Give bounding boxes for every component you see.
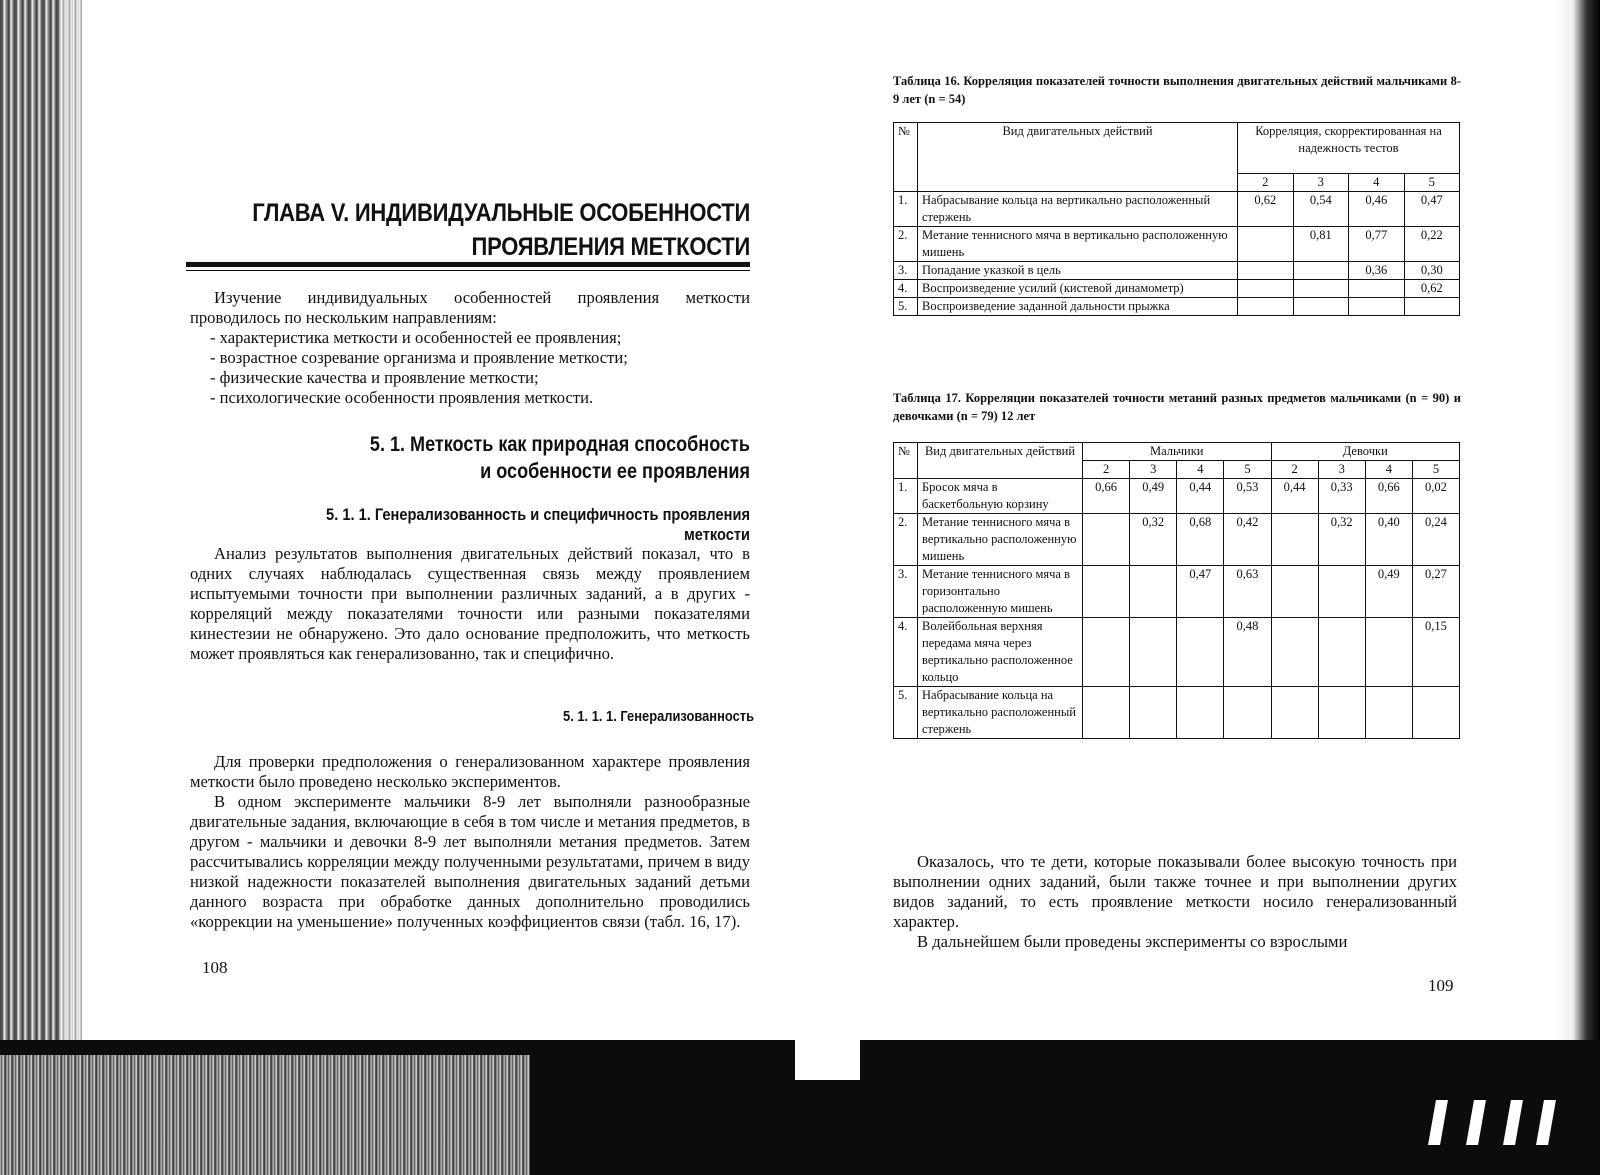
header-boys: Мальчики <box>1083 443 1272 461</box>
cell-value <box>1318 618 1365 687</box>
cell-value: 0,48 <box>1224 618 1271 687</box>
row-kind: Воспроизведение заданной дальности прыжка <box>918 298 1238 316</box>
row-kind: Метание теннисного мяча в горизонтально расположенную мишень <box>918 566 1083 618</box>
row-kind: Волейбольная верхняя передама мяча через вертикально расположенное кольцо <box>918 618 1083 687</box>
row-number: 5. <box>894 687 918 739</box>
row-number: 2. <box>894 514 918 566</box>
cell-value: 0,27 <box>1412 566 1459 618</box>
cell-value <box>1293 262 1349 280</box>
row-kind: Набрасывание кольца на вертикально расположенный стержень <box>918 192 1238 227</box>
table-16 <box>893 122 1460 316</box>
row-number: 1. <box>894 479 918 514</box>
section-5-1-1-1-heading: 5. 1. 1. 1. Генерализованность <box>563 708 754 725</box>
row-number: 1. <box>894 192 918 227</box>
direction-item: - характеристика меткости и особенностей ее проявления; <box>210 328 622 347</box>
cell-value <box>1238 280 1294 298</box>
cell-value: 0,66 <box>1365 479 1412 514</box>
row-number: 4. <box>894 280 918 298</box>
cell-value: 0,40 <box>1365 514 1412 566</box>
chapter-title-line1: ГЛАВА V. ИНДИВИДУАЛЬНЫЕ ОСОБЕННОСТИ <box>252 199 750 227</box>
cell-value: 0,54 <box>1293 192 1349 227</box>
header-kind: Вид двигательных действий <box>918 123 1238 192</box>
col-header: 4 <box>1349 174 1405 192</box>
table-row <box>894 227 1460 262</box>
cell-value: 0,36 <box>1349 262 1405 280</box>
cell-value <box>1271 618 1318 687</box>
section-5-1-heading <box>363 431 750 485</box>
table-row <box>894 687 1460 739</box>
cell-value: 0,62 <box>1238 192 1294 227</box>
cell-value: 0,46 <box>1349 192 1405 227</box>
header-no: № <box>894 123 918 192</box>
title-rule-thin <box>186 270 750 271</box>
paragraph-analysis: Анализ результатов выполнения двигательных действий показал, что в одних случаях наблюдалась существенная связь между проявлением испытуемыми точности при выполнении различных заданий, а в других - корреляций между показателями точности или разными показателями кинестезии не обнаружено. Это дало основание предположить, что меткость может проявляться как генерализованно, так и специфично. <box>190 544 750 663</box>
col-header: 2 <box>1271 461 1318 479</box>
paragraph-continuation: В дальнейшем были проведены эксперименты со взрослыми <box>917 932 1348 951</box>
header-correlation: Корреляция, скорректированная на надежность тестов <box>1238 123 1460 174</box>
row-number: 3. <box>894 566 918 618</box>
cell-value: 0,30 <box>1404 262 1460 280</box>
row-number: 5. <box>894 298 918 316</box>
cell-value: 0,77 <box>1349 227 1405 262</box>
cell-value <box>1412 687 1459 739</box>
cell-value: 0,62 <box>1404 280 1460 298</box>
col-header: 4 <box>1177 461 1224 479</box>
cell-value <box>1271 566 1318 618</box>
header-kind: Вид двигательных действий <box>918 443 1083 479</box>
table-row <box>894 479 1460 514</box>
paragraph-hypothesis: Для проверки предположения о генерализованном характере проявления меткости было проведено несколько экспериментов. <box>190 752 750 791</box>
page-number-right: 109 <box>1428 976 1454 995</box>
direction-item: - психологические особенности проявления меткости. <box>210 388 594 407</box>
row-kind: Попадание указкой в цель <box>918 262 1238 280</box>
cell-value <box>1318 566 1365 618</box>
col-header: 4 <box>1365 461 1412 479</box>
cell-value <box>1130 687 1177 739</box>
col-header: 3 <box>1293 174 1349 192</box>
chapter-title-line2: ПРОЯВЛЕНИЯ МЕТКОСТИ <box>471 233 750 261</box>
row-number: 3. <box>894 262 918 280</box>
chapter-title <box>248 196 750 264</box>
cell-value <box>1224 687 1271 739</box>
cell-value <box>1349 280 1405 298</box>
table-row <box>894 192 1460 227</box>
cell-value <box>1293 280 1349 298</box>
title-rule-thick <box>186 262 750 267</box>
cell-value: 0,33 <box>1318 479 1365 514</box>
row-kind: Метание теннисного мяча в вертикально расположенную мишень <box>918 514 1083 566</box>
cell-value <box>1271 687 1318 739</box>
table-row <box>894 298 1460 316</box>
table-header-row <box>894 123 1460 174</box>
cell-value <box>1349 298 1405 316</box>
row-number: 4. <box>894 618 918 687</box>
cell-value: 0,02 <box>1412 479 1459 514</box>
cell-value <box>1083 514 1130 566</box>
cell-value <box>1293 298 1349 316</box>
scan-shadow-right <box>1555 0 1600 1045</box>
scan-shadow-left <box>0 0 60 1175</box>
col-header: 5 <box>1224 461 1271 479</box>
cell-value <box>1177 618 1224 687</box>
intro-paragraph: Изучение индивидуальных особенностей проявления меткости проводилось по нескольким направлениям: <box>190 288 750 327</box>
cell-value: 0,15 <box>1412 618 1459 687</box>
cell-value: 0,32 <box>1130 514 1177 566</box>
cell-value <box>1238 227 1294 262</box>
section-5-1-1-heading: 5. 1. 1. Генерализованность и специфичность проявления меткости <box>326 505 750 544</box>
table-row <box>894 280 1460 298</box>
paragraph-experiments-block <box>190 752 750 932</box>
cell-value <box>1130 566 1177 618</box>
col-header: 5 <box>1412 461 1459 479</box>
col-header: 3 <box>1130 461 1177 479</box>
row-kind: Набрасывание кольца на вертикально расположенный стержень <box>918 687 1083 739</box>
table-row <box>894 566 1460 618</box>
paragraph-conclusion: Оказалось, что те дети, которые показывали более высокую точность при выполнении одних заданий, были также точнее и при выполнении других видов заданий, то есть проявление меткости носило генерализованный характер. <box>893 852 1457 931</box>
cell-value: 0,42 <box>1224 514 1271 566</box>
table-17 <box>893 442 1460 739</box>
scan-notch <box>795 1040 860 1080</box>
table-row <box>894 262 1460 280</box>
section-5-1-line1: 5. 1. Меткость как природная способность <box>369 433 750 456</box>
cell-value: 0,24 <box>1412 514 1459 566</box>
table-header-row <box>894 443 1460 461</box>
cell-value: 0,22 <box>1404 227 1460 262</box>
cell-value <box>1238 298 1294 316</box>
cell-value <box>1365 687 1412 739</box>
row-kind: Воспроизведение усилий (кистевой динамометр) <box>918 280 1238 298</box>
cell-value: 0,49 <box>1130 479 1177 514</box>
col-header: 3 <box>1318 461 1365 479</box>
section-5-1-line2: и особенности ее проявления <box>480 460 750 483</box>
cell-value: 0,32 <box>1318 514 1365 566</box>
cell-value: 0,81 <box>1293 227 1349 262</box>
cell-value <box>1318 687 1365 739</box>
cell-value: 0,47 <box>1404 192 1460 227</box>
direction-item: - возрастное созревание организма и проявление меткости; <box>210 348 628 367</box>
cell-value: 0,47 <box>1177 566 1224 618</box>
scan-shadow-left-fade <box>60 0 82 1175</box>
cell-value <box>1083 566 1130 618</box>
table-row <box>894 618 1460 687</box>
col-header: 2 <box>1083 461 1130 479</box>
header-no: № <box>894 443 918 479</box>
header-girls: Девочки <box>1271 443 1460 461</box>
cell-value: 0,68 <box>1177 514 1224 566</box>
cell-value <box>1404 298 1460 316</box>
cell-value: 0,44 <box>1271 479 1318 514</box>
cell-value <box>1083 618 1130 687</box>
intro-block <box>190 288 750 408</box>
row-kind: Метание теннисного мяча в вертикально расположенную мишень <box>918 227 1238 262</box>
col-header: 5 <box>1404 174 1460 192</box>
row-number: 2. <box>894 227 918 262</box>
row-kind: Бросок мяча в баскетбольную корзину <box>918 479 1083 514</box>
cell-value <box>1238 262 1294 280</box>
cell-value: 0,66 <box>1083 479 1130 514</box>
cell-value: 0,44 <box>1177 479 1224 514</box>
cell-value: 0,63 <box>1224 566 1271 618</box>
cell-value <box>1365 618 1412 687</box>
direction-item: - физические качества и проявление меткости; <box>210 368 539 387</box>
paragraph-experiment: В одном эксперименте мальчики 8-9 лет выполняли разнообразные двигательные задания, включающие в себя в том числе и метания предметов, в другом - мальчики и девочки 8-9 лет выполняли метания предметов. Затем рассчитывались корреляции между полученными результатами, причем в виду низкой надежности показателей выполнения двигательных заданий детьми данного возраста при обработке данных дополнительно проводились «коррекции на уменьшение» полученных коэффициентов связи (табл. 16, 17). <box>190 792 750 931</box>
cell-value <box>1271 514 1318 566</box>
cell-value <box>1083 687 1130 739</box>
cell-value <box>1130 618 1177 687</box>
table-row <box>894 514 1460 566</box>
table17-caption: Таблица 17. Корреляции показателей точности метаний разных предметов мальчиками (n = 90) и девочками (n = 79) 12 лет <box>893 391 1461 423</box>
table16-caption: Таблица 16. Корреляция показателей точности выполнения двигательных действий мальчиками 8-9 лет (n = 54) <box>893 74 1461 106</box>
col-header: 2 <box>1238 174 1294 192</box>
page-number-left: 108 <box>202 958 228 977</box>
paragraph-conclusion-block <box>893 852 1457 952</box>
cell-value <box>1177 687 1224 739</box>
cell-value: 0,53 <box>1224 479 1271 514</box>
cell-value: 0,49 <box>1365 566 1412 618</box>
scan-shadow-bottom-left <box>0 1055 530 1175</box>
